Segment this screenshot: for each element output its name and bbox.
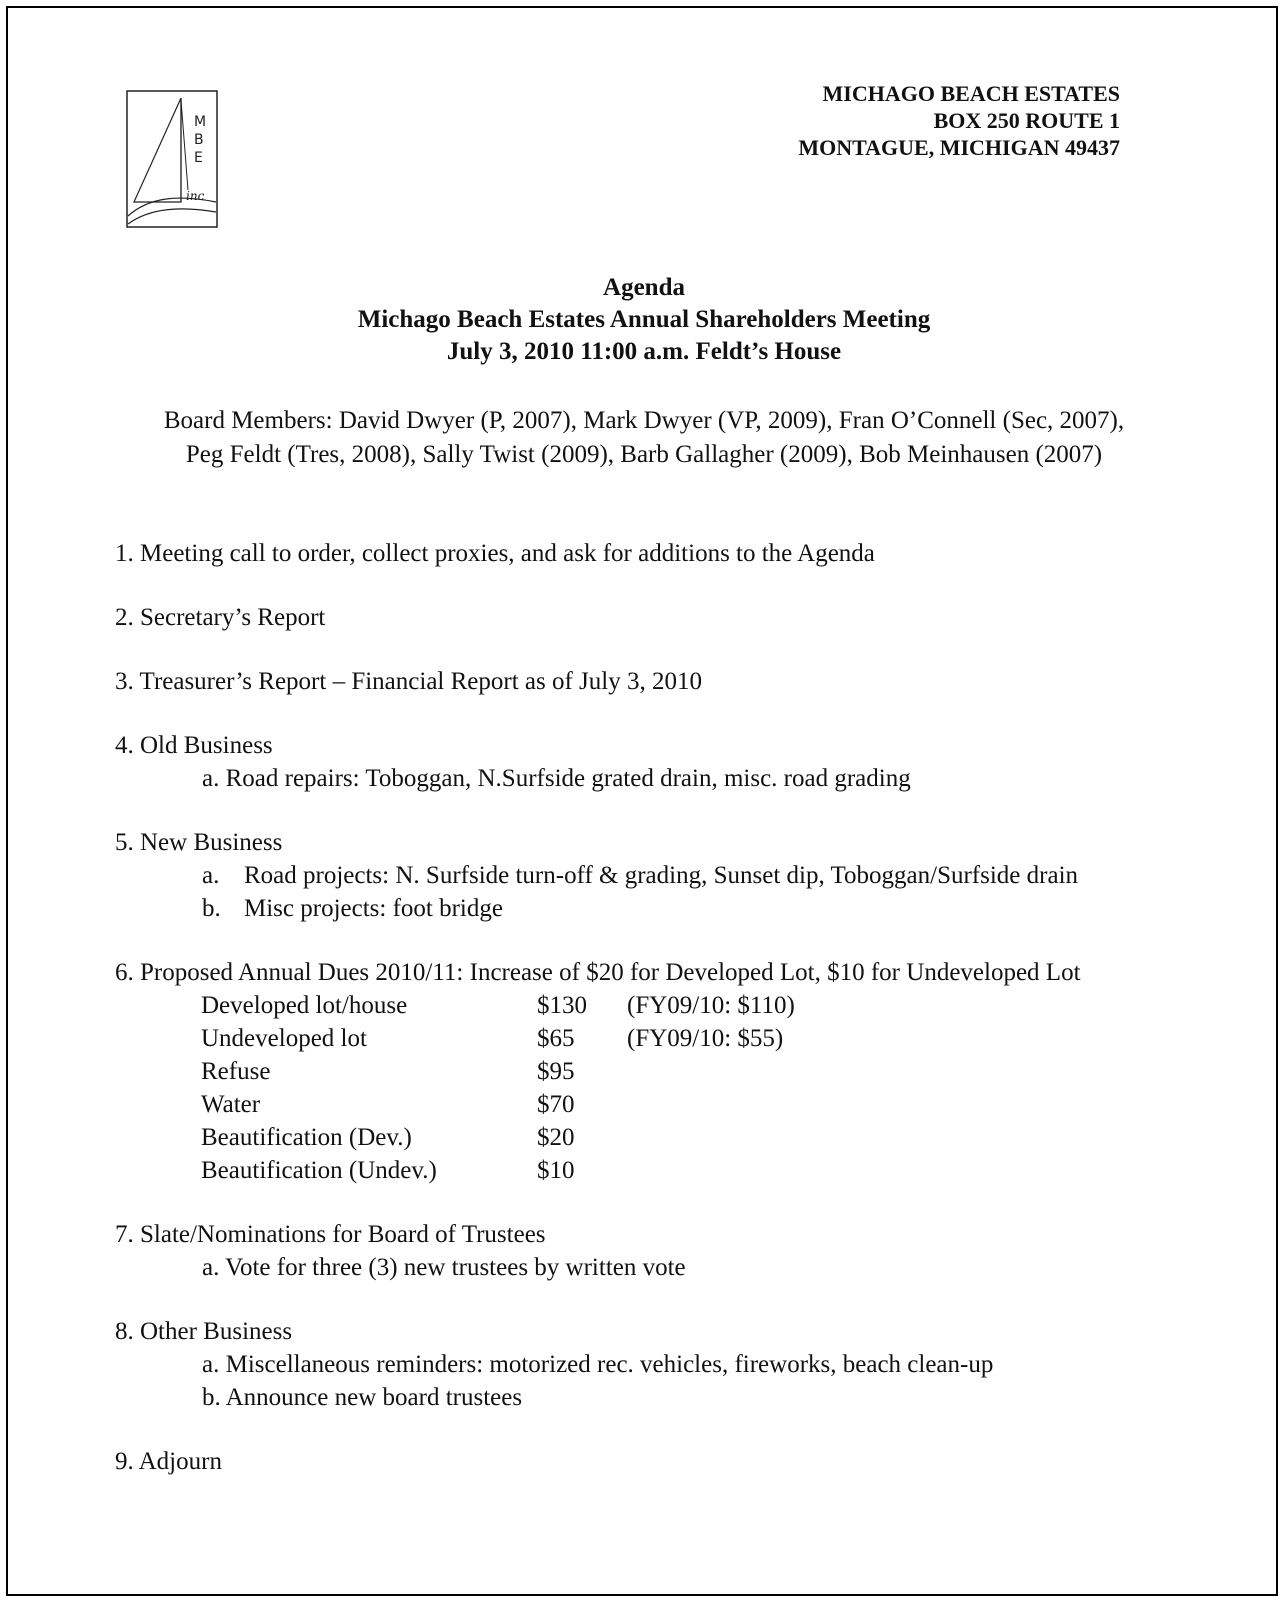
- sub-text: Misc projects: foot bridge: [244, 895, 503, 922]
- agenda-item-7-title: 7. Slate/Nominations for Board of Trustees: [115, 1221, 546, 1248]
- agenda-item-4-title: 4. Old Business: [115, 732, 273, 759]
- title-date-location: July 3, 2010 11:00 a.m. Feldt’s House: [446, 338, 842, 365]
- dues-name: Beautification (Dev.): [201, 1124, 412, 1151]
- logo-letter-b: B: [194, 132, 204, 148]
- agenda-item-5-sub-a: [115, 859, 1235, 892]
- agenda-item-1: [115, 537, 1235, 570]
- dues-amount: $10: [537, 1157, 575, 1184]
- dues-amount: $130: [537, 992, 587, 1019]
- agenda-item-5: [115, 826, 1235, 925]
- agenda-item-8-title: 8. Other Business: [115, 1318, 293, 1345]
- agenda-item-8-sub-a: a. Miscellaneous reminders: motorized rec. vehicles, fireworks, beach clean-up: [202, 1351, 994, 1378]
- mbe-logo: [126, 90, 218, 228]
- dues-prior: (FY09/10: $55): [627, 1025, 784, 1052]
- agenda-item-1-title: 1. Meeting call to order, collect proxies, and ask for additions to the Agenda: [115, 540, 875, 567]
- dues-name: Undeveloped lot: [201, 1025, 367, 1052]
- dues-name: Refuse: [201, 1058, 271, 1085]
- dues-row: [201, 1121, 1235, 1154]
- agenda-item-8: [115, 1315, 1235, 1414]
- dues-amount: $95: [537, 1058, 575, 1085]
- agenda-item-9: [115, 1445, 1235, 1478]
- agenda-item-5-title: 5. New Business: [115, 829, 283, 856]
- agenda-item-3-title: 3. Treasurer’s Report – Financial Report as of July 3, 2010: [115, 668, 702, 695]
- dues-prior: (FY09/10: $110): [627, 992, 795, 1019]
- agenda-item-2: [115, 601, 1235, 634]
- address-block: [798, 80, 1120, 161]
- agenda-item-4: [115, 729, 1235, 795]
- agenda-item-9-title: 9. Adjourn: [115, 1448, 222, 1475]
- dues-amount: $70: [537, 1091, 575, 1118]
- agenda-item-7-sub-a: a. Vote for three (3) new trustees by written vote: [202, 1254, 686, 1281]
- logo-signature: inc: [186, 189, 205, 203]
- dues-amount: $65: [537, 1025, 575, 1052]
- agenda-item-4-sub-a: a. Road repairs: Toboggan, N.Surfside grated drain, misc. road grading: [202, 765, 911, 792]
- sub-letter: a.: [202, 862, 220, 889]
- agenda-item-6: [115, 956, 1235, 1187]
- agenda-item-6-title: 6. Proposed Annual Dues 2010/11: Increase of $20 for Developed Lot, $10 for Undeveloped Lot: [115, 959, 1081, 986]
- board-members-line-1: Board Members: David Dwyer (P, 2007), Mark Dwyer (VP, 2009), Fran O’Connell (Sec, 2007),: [163, 407, 1125, 434]
- board-members-line-2: Peg Feldt (Tres, 2008), Sally Twist (2009), Barb Gallagher (2009), Bob Meinhausen (2007): [185, 441, 1103, 468]
- document-title: [0, 272, 1288, 368]
- dues-row: [201, 1088, 1235, 1121]
- agenda-item-5-sub-b: [115, 892, 1235, 925]
- dues-name: Developed lot/house: [201, 992, 408, 1019]
- agenda-item-8-sub-b: b. Announce new board trustees: [202, 1384, 523, 1411]
- sub-text: Road projects: N. Surfside turn-off & grading, Sunset dip, Toboggan/Surfside drain: [244, 862, 1079, 889]
- address-line-city: MONTAGUE, MICHIGAN 49437: [798, 135, 1120, 160]
- agenda-item-2-title: 2. Secretary’s Report: [115, 604, 326, 631]
- dues-amount: $20: [537, 1124, 575, 1151]
- dues-row: [201, 1055, 1235, 1088]
- title-agenda: Agenda: [603, 274, 685, 301]
- dues-row: [201, 989, 1235, 1022]
- address-line-box: BOX 250 ROUTE 1: [933, 108, 1120, 133]
- dues-name: Water: [201, 1091, 261, 1118]
- sub-letter: b.: [202, 895, 221, 922]
- dues-row: [201, 1154, 1235, 1187]
- agenda-item-3: [115, 665, 1235, 698]
- title-meeting: Michago Beach Estates Annual Shareholders Meeting: [357, 306, 931, 333]
- dues-table: [115, 989, 1235, 1187]
- dues-row: [201, 1022, 1235, 1055]
- logo-letter-e: E: [194, 150, 203, 166]
- address-line-name: MICHAGO BEACH ESTATES: [822, 81, 1120, 106]
- board-members: [0, 404, 1288, 472]
- dues-name: Beautification (Undev.): [201, 1157, 437, 1184]
- agenda-item-7: [115, 1218, 1235, 1284]
- logo-letter-m: M: [194, 114, 207, 130]
- agenda-list: [115, 537, 1235, 1509]
